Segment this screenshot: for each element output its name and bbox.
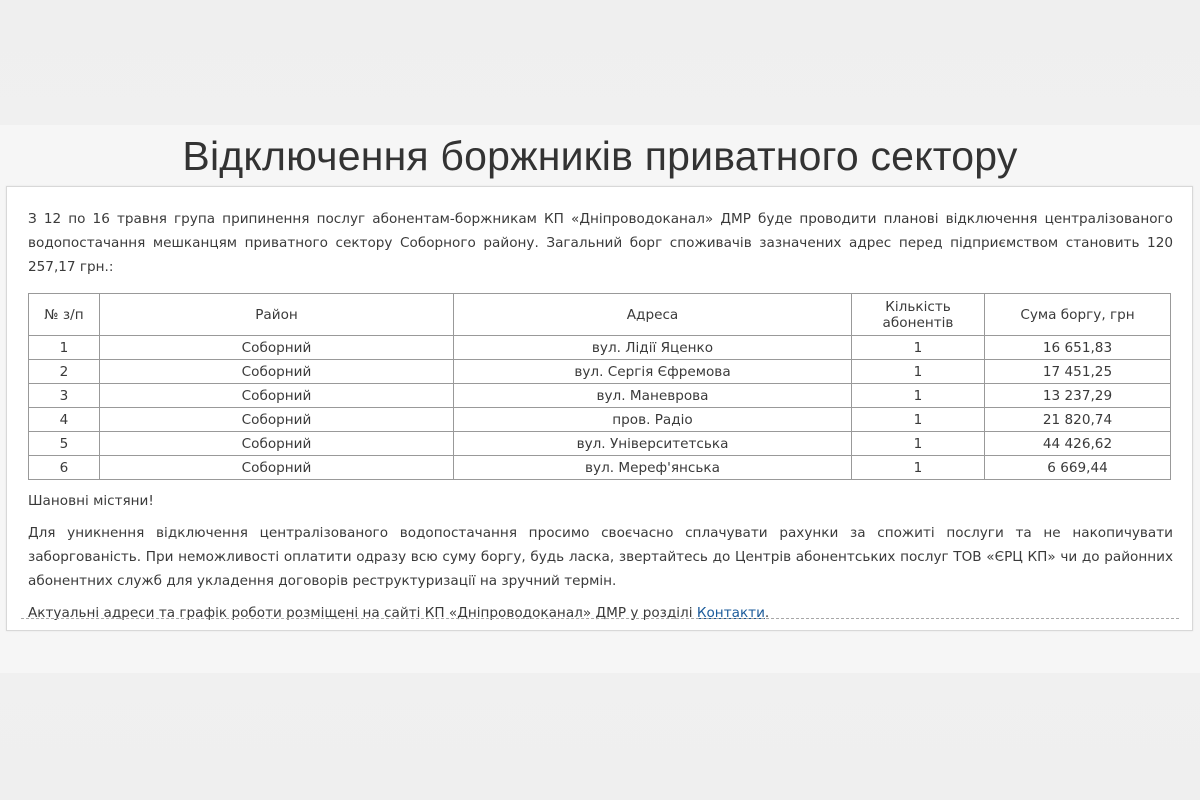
intro-paragraph: З 12 по 16 травня група припинення послуг абонентам-боржникам КП «Дніпроводоканал» ДМР буде проводити планові відключення централізованого водопостачання мешканцям приватного сектору Соборного району. Загальний борг споживачів зазначених адрес перед підприємством становить 120 257,17 грн.: bbox=[28, 211, 1173, 275]
header-subscribers: Кількість абонентів bbox=[852, 294, 985, 336]
contacts-period: . bbox=[764, 605, 770, 621]
article-card bbox=[6, 186, 1193, 631]
cell-address: вул. Сергія Єфремова bbox=[454, 360, 852, 384]
cell-address: вул. Мереф'янська bbox=[454, 456, 852, 480]
cell-subscribers: 1 bbox=[852, 456, 985, 480]
cell-subscribers: 1 bbox=[852, 336, 985, 360]
table-row bbox=[29, 384, 1171, 408]
cell-district: Соборний bbox=[100, 432, 454, 456]
table-row bbox=[29, 336, 1171, 360]
cell-district: Соборний bbox=[100, 456, 454, 480]
table-row bbox=[29, 360, 1171, 384]
cell-debt: 21 820,74 bbox=[985, 408, 1171, 432]
contacts-link[interactable]: Контакти bbox=[696, 605, 765, 621]
table-row bbox=[29, 408, 1171, 432]
cell-address: вул. Лідії Яценко bbox=[454, 336, 852, 360]
cell-district: Соборний bbox=[100, 384, 454, 408]
cell-district: Соборний bbox=[100, 360, 454, 384]
cell-number: 1 bbox=[29, 336, 100, 360]
cell-debt: 16 651,83 bbox=[985, 336, 1171, 360]
header-number: № з/п bbox=[29, 294, 100, 336]
table-row bbox=[29, 456, 1171, 480]
cell-subscribers: 1 bbox=[852, 432, 985, 456]
greeting-text: Шановні містяни! bbox=[28, 493, 154, 509]
cell-debt: 6 669,44 bbox=[985, 456, 1171, 480]
cell-district: Соборний bbox=[100, 408, 454, 432]
page-title: Відключення боржників приватного сектору bbox=[182, 133, 1018, 179]
cell-number: 6 bbox=[29, 456, 100, 480]
dashed-divider bbox=[21, 618, 1179, 619]
cell-subscribers: 1 bbox=[852, 360, 985, 384]
contacts-text: Актуальні адреси та графік роботи розміщені на сайті КП «Дніпроводоканал» ДМР у розділі bbox=[28, 605, 697, 621]
cell-district: Соборний bbox=[100, 336, 454, 360]
cell-number: 4 bbox=[29, 408, 100, 432]
cell-address: вул. Університетська bbox=[454, 432, 852, 456]
cell-debt: 13 237,29 bbox=[985, 384, 1171, 408]
article-content bbox=[28, 207, 1173, 625]
table-header-row bbox=[29, 294, 1171, 336]
cell-subscribers: 1 bbox=[852, 408, 985, 432]
notice-paragraph: Для уникнення відключення централізованого водопостачання просимо своєчасно сплачувати рахунки за спожиті послуги та не накопичувати заборгованість. При неможливості оплатити одразу всю суму боргу, будь ласка, звертайтесь до Центрів абонентських послуг ТОВ «ЄРЦ КП» чи до районних абонентних служб для укладення договорів реструктуризації на зручний термін. bbox=[28, 525, 1173, 589]
cell-debt: 44 426,62 bbox=[985, 432, 1171, 456]
cell-address: вул. Маневрова bbox=[454, 384, 852, 408]
cell-number: 2 bbox=[29, 360, 100, 384]
cell-debt: 17 451,25 bbox=[985, 360, 1171, 384]
header-district: Район bbox=[100, 294, 454, 336]
header-address: Адреса bbox=[454, 294, 852, 336]
cell-subscribers: 1 bbox=[852, 384, 985, 408]
table-row bbox=[29, 432, 1171, 456]
cell-number: 3 bbox=[29, 384, 100, 408]
cell-number: 5 bbox=[29, 432, 100, 456]
header-debt: Сума боргу, грн bbox=[985, 294, 1171, 336]
contacts-paragraph bbox=[28, 601, 1173, 625]
debtors-table bbox=[28, 293, 1171, 480]
cell-address: пров. Радіо bbox=[454, 408, 852, 432]
